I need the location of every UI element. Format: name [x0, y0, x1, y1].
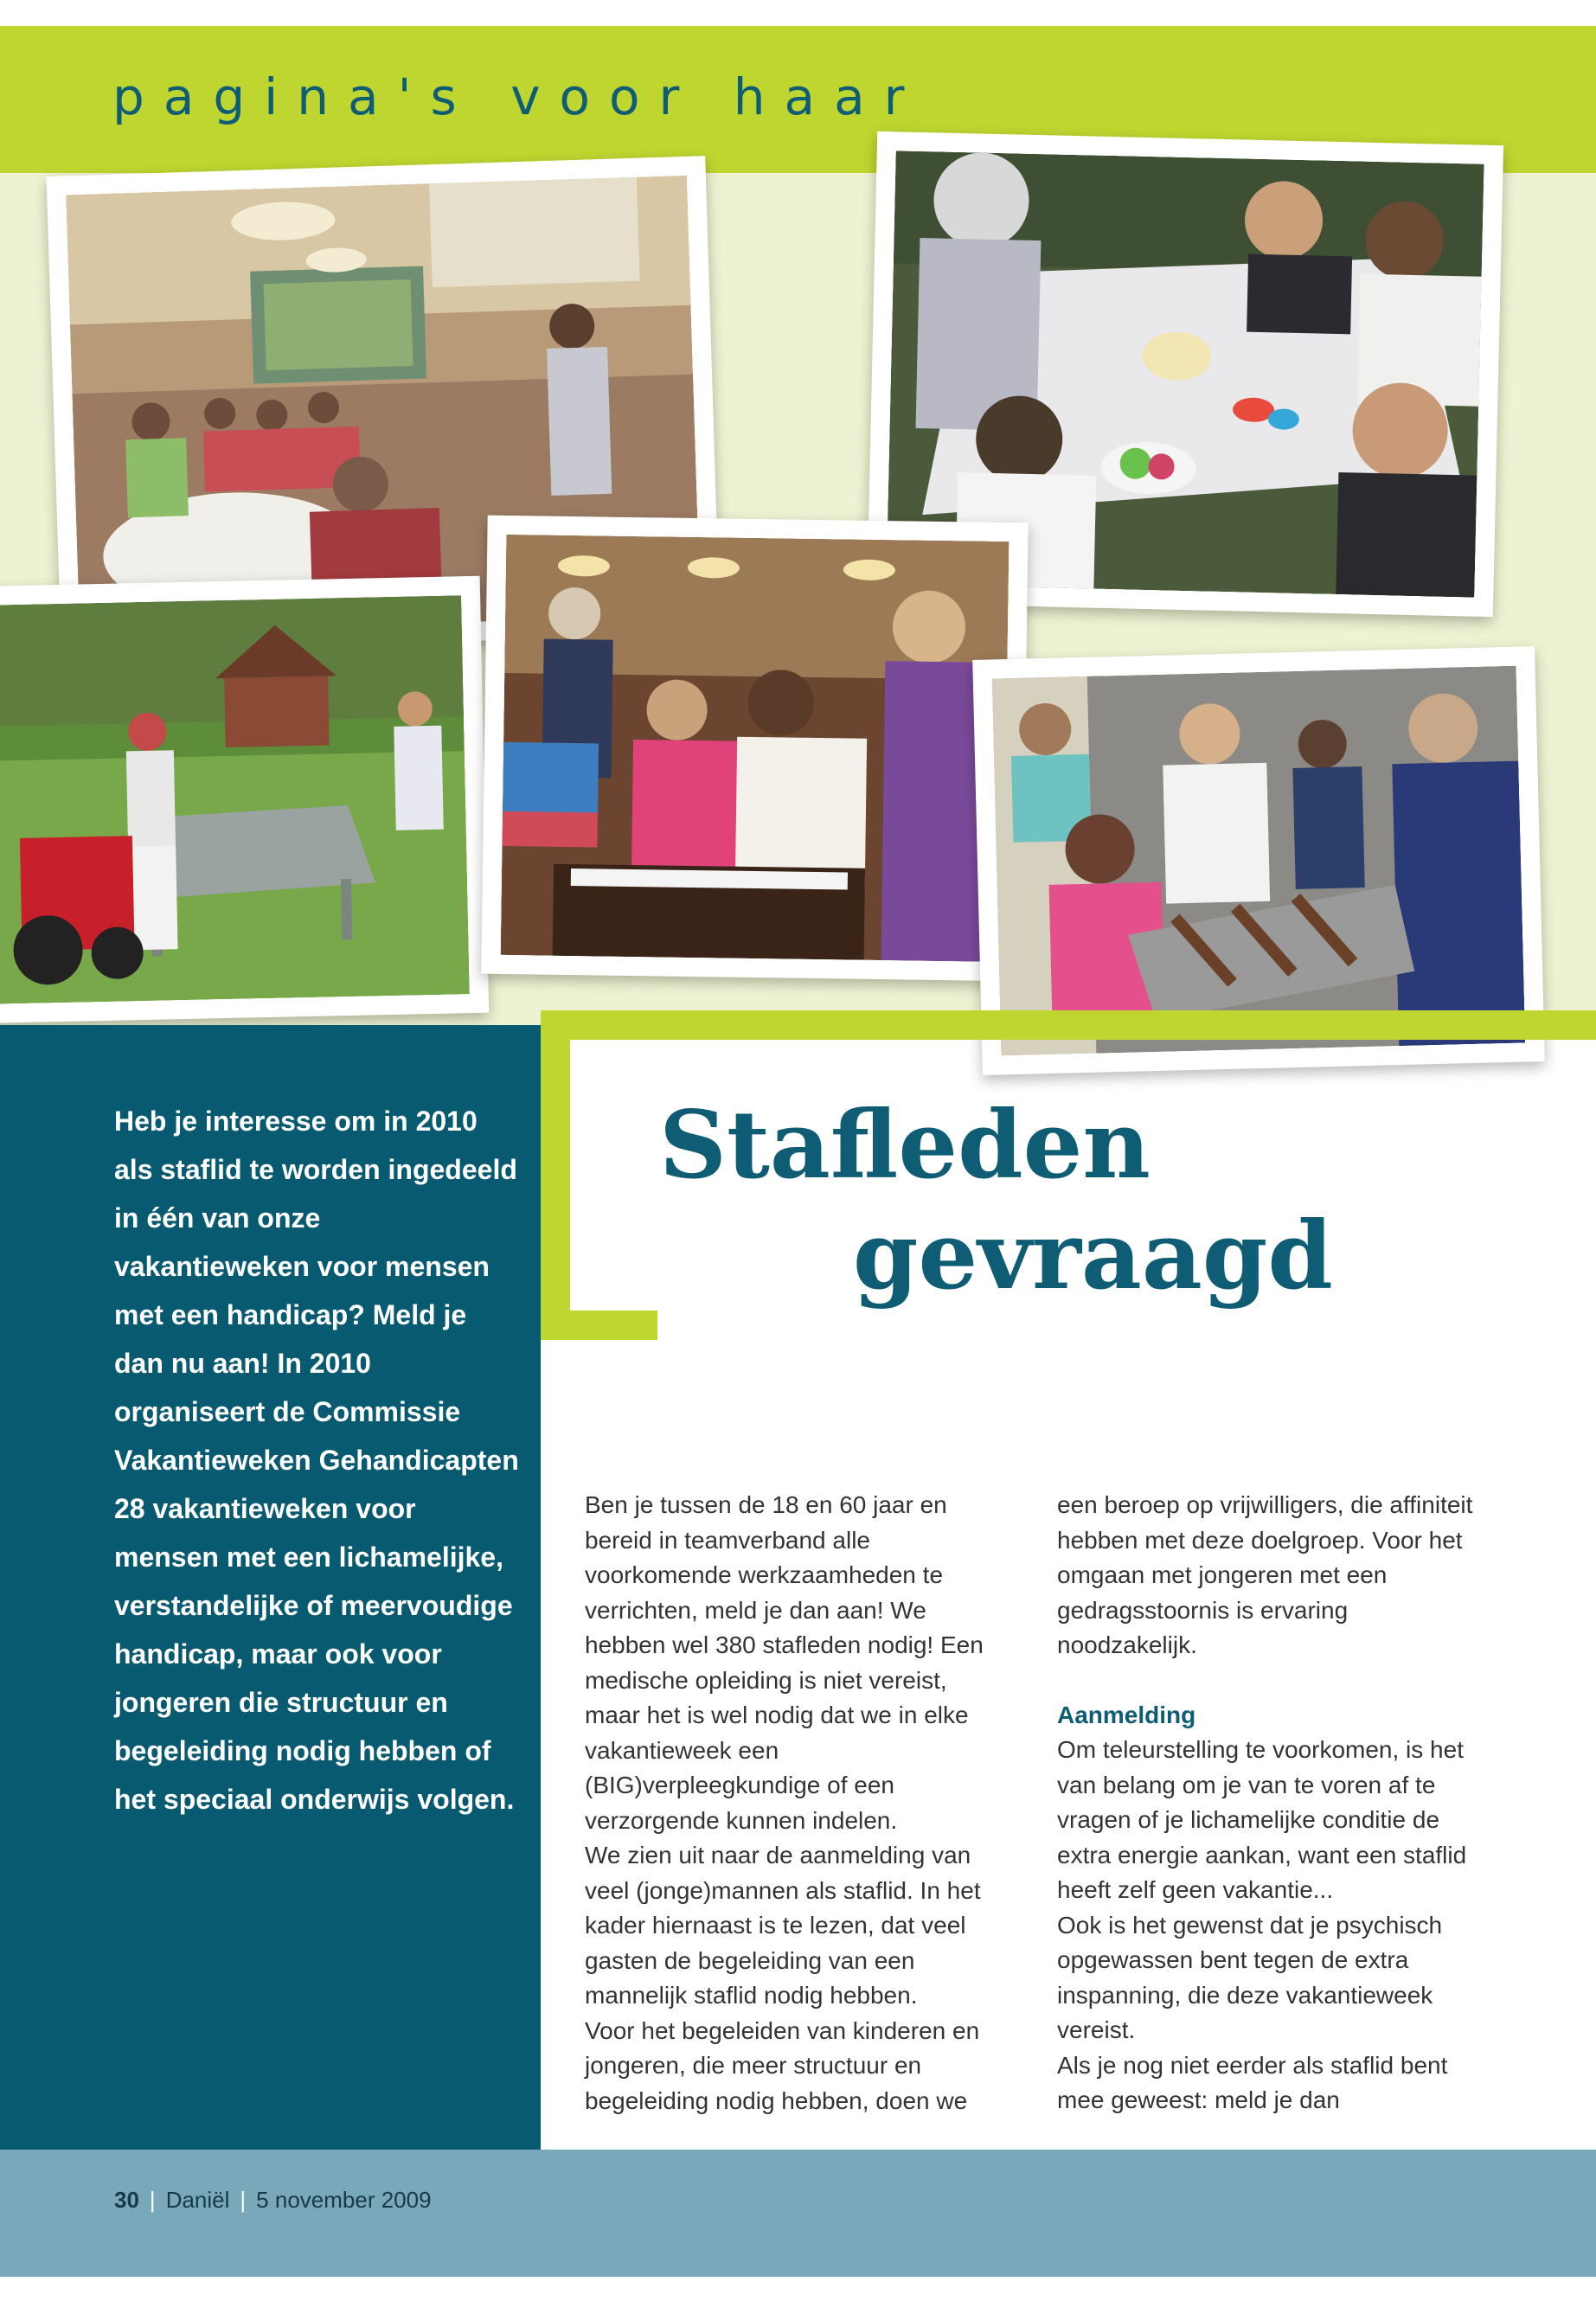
magazine-name: Daniël — [165, 2187, 230, 2213]
paragraph: Om teleurstelling te voorkomen, is het van belang om je van te voren af te vragen of je lichamelijke conditie de extra energie aankan, want een staflid heeft zelf geen vakantie... — [1057, 1736, 1467, 1903]
page-number: 30 — [114, 2187, 139, 2213]
footer-separator: | — [149, 2187, 156, 2213]
subheading-aanmelding: Aanmelding — [1057, 1701, 1196, 1728]
table-tennis-image — [0, 595, 470, 1004]
paragraph: Ben je tussen de 18 en 60 jaar en bereid in teamverband alle voorkomende werkzaamheden te verrichten, meld je dan aan! We hebben wel 380 stafleden nodig! Een medische opleiding is niet vereist, maar het is wel nodig dat we in elke vakantieweek een (BIG)verpleegkundige of een verzorgende kunnen indelen. — [585, 1491, 984, 1834]
paragraph: een beroep op vrijwilligers, die affiniteit hebben met deze doelgroep. Voor het omgaan met jongeren met een gedragsstoornis is ervaring noodzakelijk. — [1057, 1491, 1473, 1658]
footer — [114, 2187, 432, 2214]
paragraph: Ook is het gewenst dat je psychisch opgewassen bent tegen de extra inspanning, die deze vakantieweek vereist. — [1057, 1911, 1443, 2043]
paragraph: We zien uit naar de aanmelding van veel (jonge)mannen als staflid. In het kader hiernaast is te lezen, dat veel gasten de begeleiding van een mannelijk staflid nodig hebben. — [585, 1842, 981, 2009]
title-line-2: gevraagd — [853, 1202, 1333, 1311]
accent-bar-foot — [541, 1311, 657, 1340]
article-title — [659, 1090, 1333, 1311]
photo-table-tennis — [0, 576, 489, 1023]
piano-image — [501, 535, 1010, 962]
paragraph: Als je nog niet eerder als staflid bent mee geweest: meld je dan — [1057, 2051, 1448, 2113]
article-column-2 — [1057, 1488, 1481, 2118]
footer-separator: | — [240, 2187, 247, 2213]
intro-text: Heb je interesse om in 2010 als staflid te worden ingedeeld in één van onze vakantieweken voor mensen met een handicap? Meld je dan nu aan! In 2010 organiseert de Commissie Vakantieweken Gehandicapten 28 vakantieweken voor mensen met een lichamelijke, verstandelijke of meervoudige handicap, maar ook voor jongeren die structuur en begeleiding nodig hebben of het speciaal onderwijs volgen. — [114, 1106, 519, 1815]
section-title: pagina's voor haar — [112, 67, 924, 126]
photo-piano — [481, 516, 1028, 982]
paragraph: Voor het begeleiden van kinderen en jongeren, die meer structuur en begeleiding nodig hebben, doen we — [585, 2016, 980, 2114]
accent-bar-vertical — [541, 1010, 570, 1339]
article-column-1 — [585, 1488, 1009, 2118]
title-line-1: Stafleden — [659, 1091, 1151, 1200]
accent-bar-top — [541, 1010, 1596, 1040]
issue-date: 5 november 2009 — [256, 2187, 432, 2213]
xylophone-image — [992, 666, 1525, 1056]
